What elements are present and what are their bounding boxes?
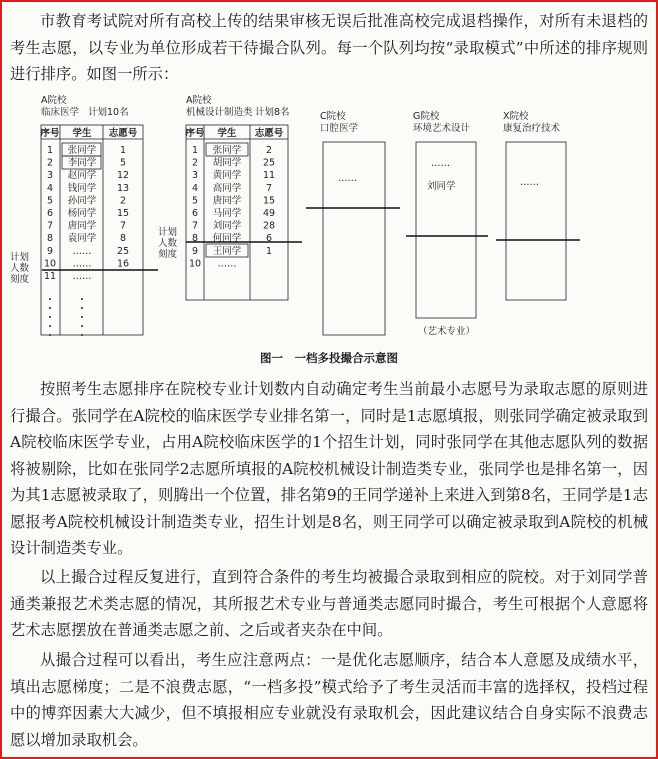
table2-cell-9-1: …… [217,258,237,270]
table1-cell-2-0: 3 [46,170,54,182]
table2-cell-2-2: 11 [262,170,276,182]
table2-cell-3-2: 7 [265,182,273,194]
table1-cell-5-0: 6 [46,208,54,219]
matching-diagram [8,92,650,350]
table1-cell-2-2: 12 [116,170,130,182]
table2-cell-2-1: 黄同学 [212,170,242,182]
table1-cell-0-0: 1 [46,145,54,156]
table1-cell-7-1: 袁同学 [67,233,97,245]
table1-cell-4-0: 5 [46,195,54,207]
paragraph-intro: 市教育考试院对所有高校上传的结果审核无误后批准高校完成退档操作，对所有未退档的考生志愿，以专业为单位形成若干待撮合队列。每一个队列均按“录取模式”中所述的排序规则进行排序。如图一所示： [10,12,648,83]
table1-cell-8-0: 9 [46,245,54,257]
table1-cell-4-1: 孙同学 [67,195,97,207]
table2-cell-7-2: 6 [265,233,273,245]
table1-cell-3-2: 13 [116,182,130,194]
table1-cell-4-2: 2 [119,195,127,207]
table1-header-1: 学生 [72,128,92,139]
table2-cell-4-2: 15 [262,195,276,207]
paragraph-matching-rule: 按照考生志愿排序在院校专业计划数内自动确定考生当前最小志愿号为录取志愿的原则进行撮合。张同学在A院校的临床医学专业排名第一，同时是1志愿填报，则张同学确定被录取到A院校临床医学专业，占用A院校临床医学的1个招生计划，同时张同学在其他志愿队列的数据将被剔除，比如在张同学2志愿所填报的A院校机械设计制造类专业，张同学也是排名第一，因为其1志愿被录取了，则腾出一个位置，排名第9的王同学递补上来进入到第8名，王同学是1志愿报考A院校机械设计制造类专业，招生计划是8名，则王同学可以确定被录取到A院校的机械设计制造类专业。 [10,380,648,557]
figure-caption: 图一 一档多投撮合示意图 [260,351,398,365]
table1-cell-1-0: 2 [46,157,54,169]
table1-cell-6-0: 7 [46,220,54,232]
table2-cell-1-0: 2 [191,157,199,169]
t1-plan: 计划10名 [88,107,129,118]
table2-header-1: 学生 [217,128,237,139]
table1-cell-9-2: 16 [116,258,130,270]
t1-tail-dot-seq-2 [49,316,51,318]
table1-cell-7-0: 8 [46,233,54,245]
x-dots: …… [520,177,539,188]
table1-cell-9-0: 10 [43,258,57,270]
table1-header-0: 序号 [40,128,60,139]
table2-cell-5-1: 马同学 [212,208,242,219]
t1-tail-dot-seq-1 [49,307,51,309]
t1-tail-dot-name-1 [81,307,83,309]
c-school: C院校 [320,111,346,122]
table2-cell-4-0: 5 [191,195,199,207]
table2-cell-7-1: 何同学 [212,233,242,245]
x-school: X院校 [503,111,529,122]
t2-cutoff-3: 刻度 [158,249,178,260]
t1-tail-dot-seq-4 [49,334,51,336]
t1-cutoff-2: 人数 [10,263,30,274]
x-major: 康复治疗技术 [503,123,561,134]
t1-tail-dot-name-3 [81,325,83,327]
table2-cell-3-1: 高同学 [212,182,242,194]
table2-cell-2-0: 3 [191,170,199,182]
table1-cell-5-1: 杨同学 [67,208,97,219]
g-major: 环境艺术设计 [413,123,471,134]
table1-cell-6-2: 7 [119,220,127,232]
table1-cell-10-0: 11 [43,271,57,282]
table1-cell-6-1: 唐同学 [67,220,97,232]
table2-header-2: 志愿号 [254,128,284,139]
t1-cutoff-1: 计划 [10,252,30,263]
t1-tail-dot-name-2 [81,316,83,318]
g-note: （艺术专业） [418,326,476,337]
table2-cell-5-0: 6 [191,208,199,219]
table1-cell-3-0: 4 [46,182,54,194]
table2-cell-5-2: 49 [262,208,276,219]
table1-cell-3-1: 钱同学 [67,182,97,194]
table1-cell-1-1: 李同学 [67,157,97,169]
table2-header-0: 序号 [185,128,205,139]
table2-cell-4-1: 唐同学 [212,195,242,207]
table2-cell-0-1: 张同学 [212,145,242,156]
table2-cell-1-2: 25 [262,157,276,169]
table2-cell-1-1: 胡同学 [212,157,242,169]
table2-cell-6-1: 刘同学 [212,220,242,232]
table1-cell-7-2: 8 [119,233,127,245]
table1-cell-8-2: 25 [116,245,130,257]
t1-major: 临床医学 [41,107,80,118]
t2-school: A院校 [186,95,212,106]
t1-tail-dot-seq-3 [49,325,51,327]
t1-school: A院校 [41,95,67,106]
table1-cell-0-2: 1 [119,145,127,156]
c-dots: …… [338,173,357,184]
paragraph-repeat-process: 以上撮合过程反复进行，直到符合条件的考生均被撮合录取到相应的院校。对于刘同学普通类兼报艺术类志愿的情况，其所报艺术专业与普通类志愿同时撮合，考生可根据个人意愿将艺术志愿摆放在普通类志愿之前、之后或者夹杂在中间。 [10,568,648,639]
table2-cell-8-0: 9 [191,245,199,257]
t1-cutoff-3: 刻度 [10,274,30,285]
table1-header-2: 志愿号 [108,128,138,139]
table1-cell-9-1: …… [72,258,92,270]
table1-cell-2-1: 赵同学 [67,170,97,182]
table2-cell-6-2: 28 [262,220,276,232]
g-school: G院校 [413,111,440,122]
g-dots: …… [431,158,450,169]
t2-cutoff-2: 人数 [158,238,178,249]
t2-plan: 计划8名 [255,107,290,118]
t2-major: 机械设计制造类 [186,107,253,118]
table2-cell-6-0: 7 [191,220,199,232]
t2-cutoff-1: 计划 [158,227,178,238]
table1-cell-8-1: …… [72,245,92,257]
paragraph-advice: 从撮合过程可以看出，考生应注意两点：一是优化志愿顺序，结合本人意愿及成绩水平，填出志愿梯度；二是不浪费志愿，“一档多投”模式给予了考生灵活而丰富的选择权，投档过程中的博弈因素大大减少，但不填报相应专业就没有录取机会，因此建议结合自身实际不浪费志愿以增加录取机会。 [10,651,648,749]
table1-cell-5-2: 15 [116,208,130,219]
t1-tail-dot-name-0 [81,298,83,300]
table1-cell-0-1: 张同学 [67,145,97,156]
t1-tail-dot-name-4 [81,334,83,336]
figure-one [8,92,650,350]
table2-cell-8-1: 王同学 [212,245,242,257]
g-name: 刘同学 [427,181,456,192]
table2-cell-0-0: 1 [191,145,199,156]
table2-cell-0-2: 2 [265,145,273,156]
c-major: 口腔医学 [320,123,359,134]
table2-cell-8-2: 1 [265,245,273,257]
table2-cell-9-0: 10 [188,258,202,270]
t1-tail-dot-seq-0 [49,298,51,300]
table1-cell-10-1: …… [72,271,92,282]
table1-cell-1-2: 5 [119,157,127,169]
table2-cell-3-0: 4 [191,182,199,194]
table2-cell-7-0: 8 [191,233,199,245]
